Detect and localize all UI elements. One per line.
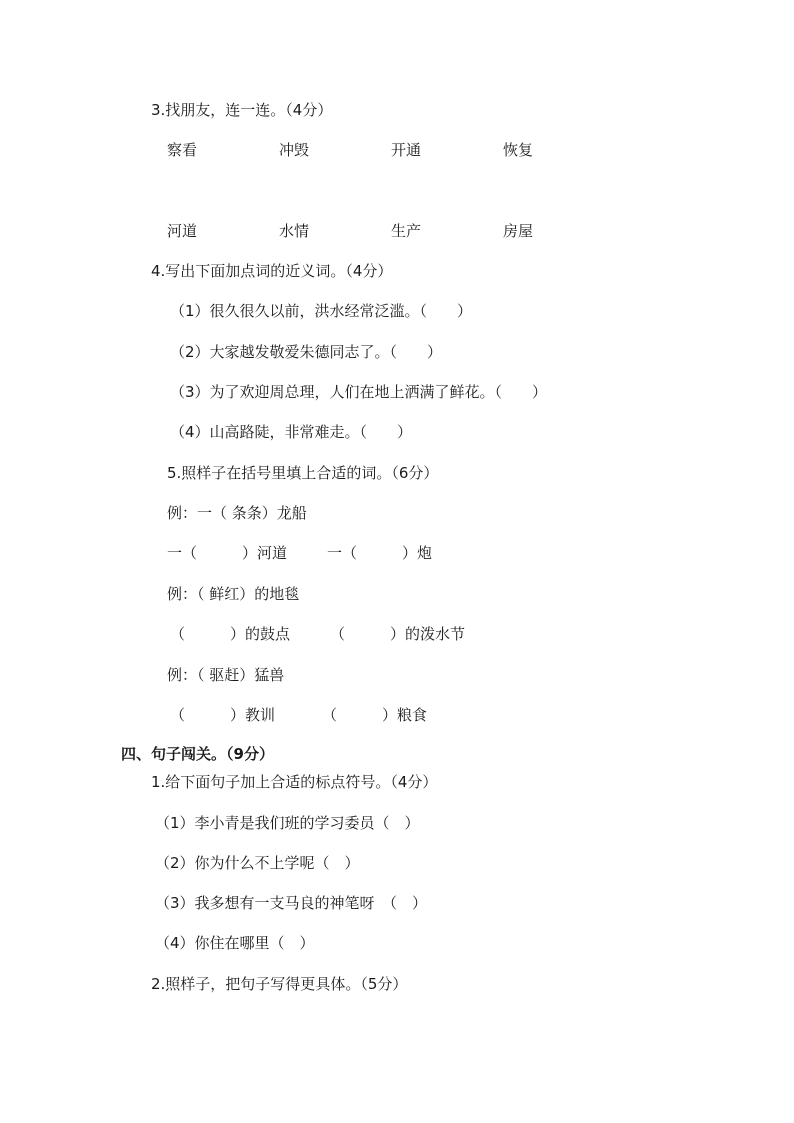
q3-top-word-1: 察看 xyxy=(167,141,198,159)
section4-q1-item-2: （2）你为什么不上学呢（ ） xyxy=(155,854,360,872)
section4-q1-item-3: （3）我多想有一支马良的神笔呀 （ ） xyxy=(155,894,428,912)
q3-top-word-3: 开通 xyxy=(391,141,422,159)
q3-top-word-2: 冲毁 xyxy=(279,141,310,159)
section4-q1-item-1: （1）李小青是我们班的学习委员（ ） xyxy=(155,814,420,832)
q3-bottom-word-4: 房屋 xyxy=(503,222,534,240)
section4-q1-item-4: （4）你住在哪里（ ） xyxy=(155,934,315,952)
q5-example-3: 例：（ 驱赶）猛兽 xyxy=(167,666,285,684)
q5-row2-blank-2: （ ）的泼水节 xyxy=(330,625,466,643)
q3-bottom-word-1: 河道 xyxy=(167,222,198,240)
q5-example-1: 例：一（ 条条）龙船 xyxy=(167,504,307,522)
q5-row3-blank-2: （ ）粮食 xyxy=(322,706,428,724)
q3-top-word-4: 恢复 xyxy=(503,141,534,159)
q3-bottom-word-3: 生产 xyxy=(391,222,422,240)
q3-bottom-word-2: 水情 xyxy=(279,222,310,240)
q4-title: 4.写出下面加点词的近义词。（4分） xyxy=(151,262,393,280)
section4-title: 四、句子闯关。（9分） xyxy=(121,745,274,763)
q5-row1-blank-1: 一（ ）河道 xyxy=(167,544,288,562)
q4-item-3: （3）为了欢迎周总理，人们在地上洒满了鲜花。（ ） xyxy=(170,383,548,401)
q5-row2-blank-1: （ ）的鼓点 xyxy=(170,625,291,643)
q5-row3-blank-1: （ ）教训 xyxy=(170,706,276,724)
q4-item-4: （4）山高路陡，非常难走。（ ） xyxy=(170,423,413,441)
section4-q1-title: 1.给下面句子加上合适的标点符号。（4分） xyxy=(151,773,438,791)
q5-row1-blank-2: 一（ ）炮 xyxy=(327,544,433,562)
q3-title: 3.找朋友，连一连。（4分） xyxy=(151,101,333,119)
q4-item-1: （1）很久很久以前，洪水经常泛滥。（ ） xyxy=(170,302,473,320)
section4-q2-title: 2.照样子，把句子写得更具体。（5分） xyxy=(151,975,408,993)
q4-item-2: （2）大家越发敬爱朱德同志了。（ ） xyxy=(170,343,443,361)
q5-example-2: 例：（ 鲜红）的地毯 xyxy=(167,585,300,603)
q5-title: 5.照样子在括号里填上合适的词。（6分） xyxy=(167,464,439,482)
